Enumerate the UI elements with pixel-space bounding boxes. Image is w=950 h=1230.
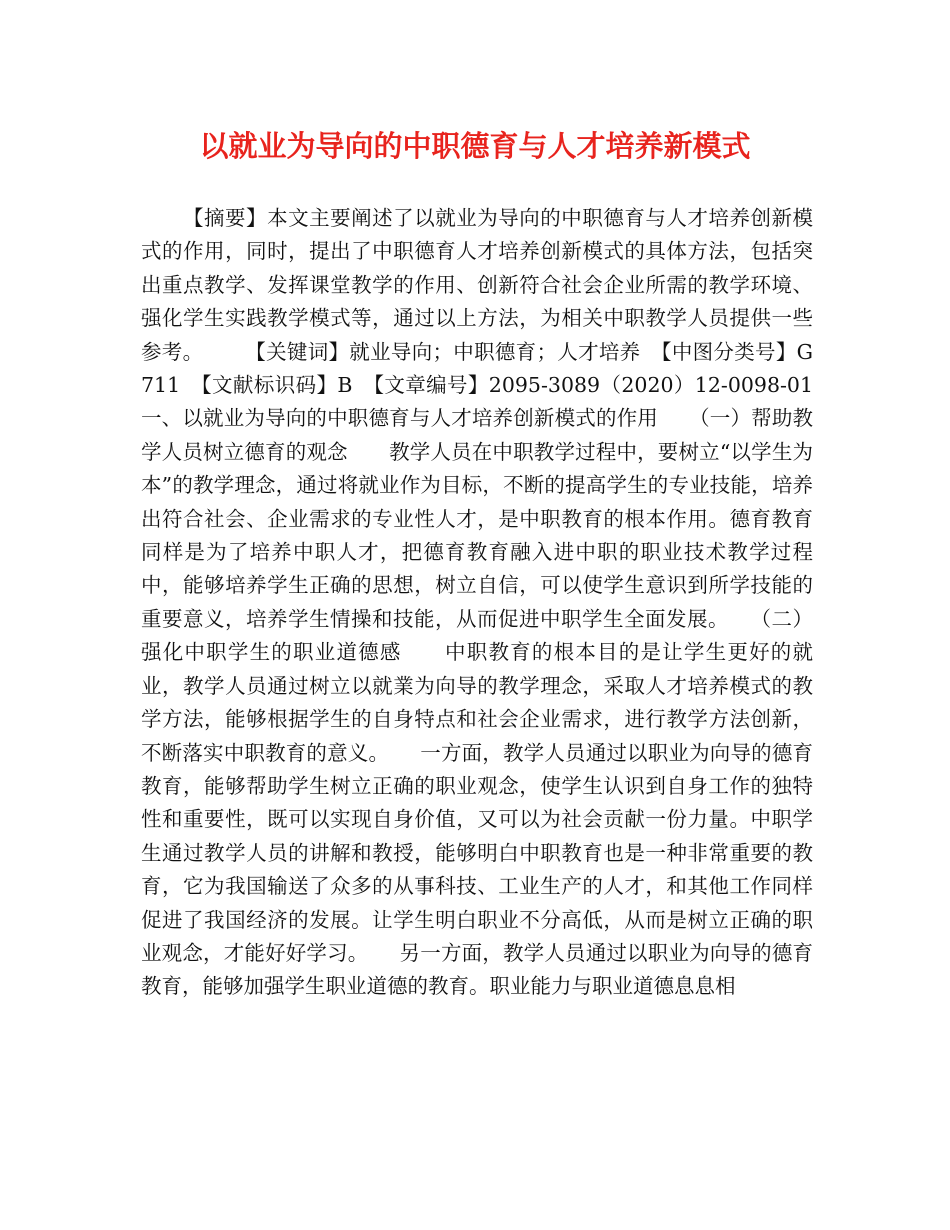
document-body: 【摘要】本文主要阐述了以就业为导向的中职德育与人才培养创新模式的作用，同时，提出了中职德育人才培养创新模式的具体方法，包括突出重点教学、发挥课堂教学的作用、创新符合社会企业所需的教学环境、强化学生实践教学模式等，通过以上方法，为相关中职教学人员提供一些参考。 【关键词】就业导向；中职德育；人才培养 【中图分类号】G711 【文献标识码】B 【文章编号】2095-3089（2020）12-0098-01 一、以就业为导向的中职德育与人才培养创新模式的作用 （一）帮助教学人员树立德育的观念 教学人员在中职教学过程中，要树立“以学生为本”的教学理念，通过将就业作为目标，不断的提高学生的专业技能，培养出符合社会、企业需求的专业性人才，是中职教育的根本作用。德育教育同样是为了培养中职人才，把德育教育融入进中职的职业技术教学过程中，能够培养学生正确的思想，树立自信，可以使学生意识到所学技能的重要意义，培养学生情操和技能，从而促进中职学生全面发展。 （二）强化中职学生的职业道德感 中职教育的根本目的是让学生更好的就业，教学人员通过树立以就業为向导的教学理念，采取人才培养模式的教学方法，能够根据学生的自身特点和社会企业需求，进行教学方法创新，不断落实中职教育的意义。 一方面，教学人员通过以职业为向导的德育教育，能够帮助学生树立正确的职业观念，使学生认识到自身工作的独特性和重要性，既可以实现自身价值，又可以为社会贡献一份力量。中职学生通过教学人员的讲解和教授，能够明白中职教育也是一种非常重要的教育，它为我国输送了众多的从事科技、工业生产的人才，和其他工作同样促进了我国经济的发展。让学生明白职业不分高低，从而是树立正确的职业观念，才能好好学习。 另一方面，教学人员通过以职业为向导的德育教育，能够加强学生职业道德的教育。职业能力与职业道德息息相 xyxy=(141,206,854,999)
document-title: 以就业为导向的中职德育与人才培养新模式 xyxy=(199,129,751,163)
